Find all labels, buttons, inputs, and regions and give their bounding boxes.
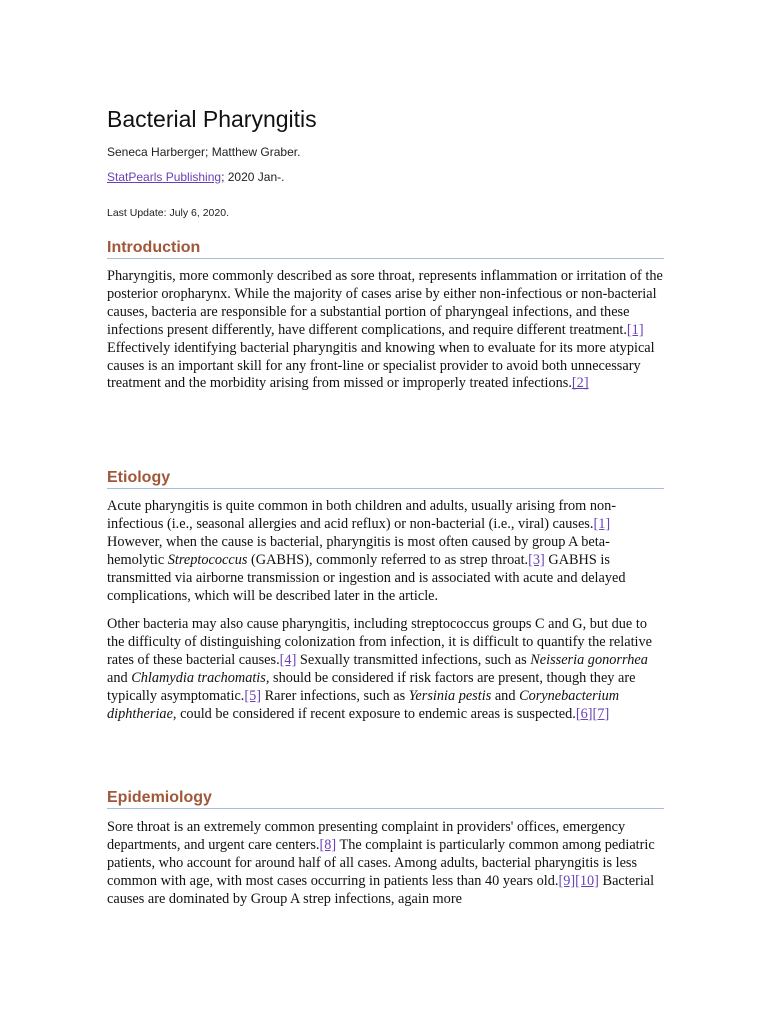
text-run: Other bacteria may also cause pharyngitis, including streptococcus groups C and G, but due to the difficulty of distinguishing colonization from infection, it is difficult to quantify the relative rates of these bacterial causes. xyxy=(107,616,653,668)
text-run: Sore throat is an extremely common presenting complaint in providers' offices, emergency departments, and urgent care centers. xyxy=(107,819,626,853)
citation-link[interactable]: [4] xyxy=(279,651,297,668)
text-run: Effectively identifying bacterial pharyngitis and knowing when to evaluate for its more atypical causes is an important skill for any front-line or specialist provider to avoid both unnecessary treatment and the morbidity arising from missed or improperly treated infections. xyxy=(107,339,655,392)
italic-term: Corynebacterium diphtheriae xyxy=(107,687,620,722)
citation-link[interactable]: [9] xyxy=(558,872,576,889)
text-run: and xyxy=(491,687,520,704)
last-update: Last Update: July 6, 2020. xyxy=(107,207,229,219)
italic-term: Yersinia pestis xyxy=(408,687,492,704)
section-heading-epidemiology: Epidemiology xyxy=(107,788,664,809)
citation-link[interactable]: [3] xyxy=(528,551,545,568)
italic-term: Chlamydia trachomatis xyxy=(131,669,266,686)
text-run: and xyxy=(107,669,132,686)
text-run: GABHS is transmitted via airborne transmission or ingestion and is associated with acute and delayed complications, which will be described later in the article. xyxy=(107,551,626,604)
text-run: Sexually transmitted infections, such as xyxy=(296,651,531,668)
citation-link[interactable]: [6] xyxy=(575,705,593,722)
publisher-line xyxy=(107,170,284,184)
text-run: Pharyngitis, more commonly described as sore throat, represents inflammation or irritation of the posterior oropharynx. While the majority of cases arise by either non-infectious or non-bacterial causes, bacteria are responsible for a substantial portion of pharyngeal infections, and these infections present differently, have different complications, and require different treatment. xyxy=(107,268,663,338)
publisher-link[interactable]: StatPearls Publishing xyxy=(107,170,222,184)
citation-link[interactable]: [1] xyxy=(593,515,611,532)
text-run: , should be considered if risk factors are present, though they are typically asymptomatic. xyxy=(107,669,636,704)
authors: Seneca Harberger; Matthew Graber. xyxy=(107,145,301,159)
section-heading-etiology: Etiology xyxy=(107,468,664,489)
text-run: However, when the cause is bacterial, pharyngitis is most often caused by group A beta-hemolytic xyxy=(107,533,610,568)
citation-link[interactable]: [8] xyxy=(319,836,337,853)
page-title: Bacterial Pharyngitis xyxy=(107,106,317,132)
italic-term: Neisseria gonorrhea xyxy=(530,651,648,668)
text-run: Acute pharyngitis is quite common in both children and adults, usually arising from non-infectious (i.e., seasonal allergies and acid reflux) or non-bacterial (i.e., viral) causes. xyxy=(107,498,617,532)
introduction-paragraph xyxy=(107,268,664,393)
text-run: , could be considered if recent exposure to endemic areas is suspected. xyxy=(172,705,576,722)
etiology-paragraph-1 xyxy=(107,498,664,605)
citation-link[interactable]: [10] xyxy=(575,872,599,889)
citation-link[interactable]: [2] xyxy=(571,375,589,392)
section-heading-introduction: Introduction xyxy=(107,238,664,259)
text-run: The complaint is particularly common among pediatric patients, who account for around half of all cases. Among adults, bacterial pharyngitis is less common with age, with most cases occurring in patients less than 40 years old. xyxy=(107,836,655,889)
citation-link[interactable]: [1] xyxy=(626,321,644,338)
citation-link[interactable]: [5] xyxy=(244,687,262,704)
etiology-paragraph-2 xyxy=(107,616,664,723)
publisher-date: ; 2020 Jan-. xyxy=(221,170,285,184)
italic-term: Streptococcus xyxy=(167,551,248,568)
text-run: Bacterial causes are dominated by Group A strep infections, again more xyxy=(107,872,655,907)
text-run: (GABHS), commonly referred to as strep throat. xyxy=(247,551,529,568)
text-run: Rarer infections, such as xyxy=(261,687,409,704)
epidemiology-paragraph xyxy=(107,819,664,909)
citation-link[interactable]: [7] xyxy=(592,705,610,722)
